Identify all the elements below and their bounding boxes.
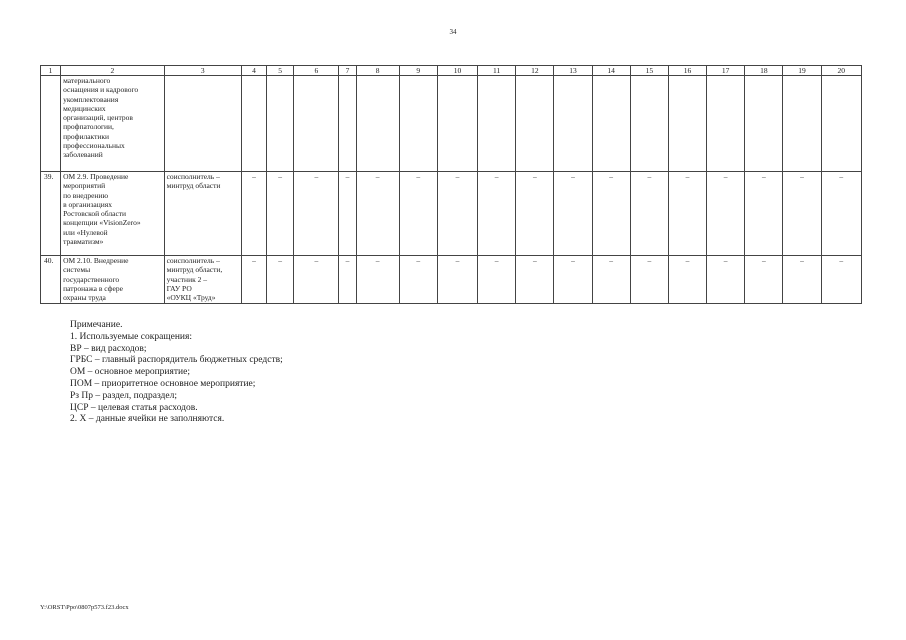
column-header-13: 13 <box>554 66 592 76</box>
value-cell: – <box>821 256 861 304</box>
table-row <box>41 256 862 304</box>
value-cell <box>783 76 821 172</box>
note-line: ЦСР – целевая статья расходов. <box>70 402 198 413</box>
value-cell: – <box>267 172 294 256</box>
value-cell: – <box>516 172 554 256</box>
program-table <box>40 65 862 304</box>
column-header-20: 20 <box>821 66 861 76</box>
column-header-5: 5 <box>267 66 294 76</box>
file-path: Y:\ORST\Ppo\0807p573.f23.docx <box>40 604 129 611</box>
executor-line: соисполнитель – <box>166 256 220 265</box>
executor-cell <box>164 172 241 256</box>
measure-name-line: укомплектования <box>63 94 119 104</box>
value-cell: – <box>294 172 339 256</box>
measure-name-line: Ростовской области <box>63 209 127 219</box>
executor-line: соисполнитель – <box>166 172 220 181</box>
measure-name-line: государственного <box>63 274 120 284</box>
value-cell: – <box>399 172 437 256</box>
value-cell: – <box>437 172 477 256</box>
measure-name-line: патронажа в сфере <box>63 283 123 293</box>
column-header-2: 2 <box>61 66 165 76</box>
value-cell <box>668 76 706 172</box>
column-header-1: 1 <box>41 66 61 76</box>
note-line: ВР – вид расходов; <box>70 343 147 354</box>
value-cell <box>707 76 745 172</box>
measure-name-line: профпатологии, <box>63 122 114 132</box>
measure-name-line: медицинских <box>63 103 106 113</box>
value-cell: – <box>554 172 592 256</box>
value-cell <box>592 76 630 172</box>
value-cell: – <box>592 172 630 256</box>
value-cell: – <box>241 172 266 256</box>
value-cell <box>745 76 783 172</box>
value-cell: – <box>356 172 399 256</box>
table-row <box>41 172 862 256</box>
executor-cell <box>164 256 241 304</box>
value-cell: – <box>668 172 706 256</box>
value-cell: – <box>745 256 783 304</box>
value-cell: – <box>294 256 339 304</box>
value-cell <box>399 76 437 172</box>
measure-name-line: профессиональных <box>63 141 125 151</box>
executor-line: «ОУКЦ «Труд» <box>166 293 216 303</box>
value-cell: – <box>821 172 861 256</box>
value-cell: – <box>356 256 399 304</box>
value-cell <box>437 76 477 172</box>
column-header-17: 17 <box>707 66 745 76</box>
value-cell <box>339 76 356 172</box>
value-cell <box>630 76 668 172</box>
measure-name-line: материального <box>63 76 111 85</box>
measure-name-line: заболеваний <box>63 150 103 160</box>
page-number: 34 <box>449 28 457 36</box>
value-cell: – <box>241 256 266 304</box>
value-cell <box>356 76 399 172</box>
row-number: 39. <box>41 172 61 256</box>
executor-cell <box>164 76 241 172</box>
value-cell <box>267 76 294 172</box>
column-header-9: 9 <box>399 66 437 76</box>
value-cell: – <box>630 172 668 256</box>
value-cell: – <box>478 256 516 304</box>
measure-name-line: охраны труда <box>63 293 106 303</box>
executor-line: участник 2 – <box>166 274 207 284</box>
value-cell <box>516 76 554 172</box>
column-header-11: 11 <box>478 66 516 76</box>
column-header-16: 16 <box>668 66 706 76</box>
measure-name-line: концепции «VisionZero» <box>63 218 141 228</box>
measure-name-line: ОМ 2.9. Проведение <box>63 172 129 181</box>
value-cell <box>821 76 861 172</box>
row-number <box>41 76 61 172</box>
column-header-3: 3 <box>164 66 241 76</box>
value-cell: – <box>668 256 706 304</box>
measure-name-line: мероприятий <box>63 181 106 191</box>
measure-name-line: оснащения и кадрового <box>63 85 139 95</box>
measure-name-line: ОМ 2.10. Внедрение <box>63 256 129 265</box>
table-row <box>41 76 862 172</box>
value-cell: – <box>745 172 783 256</box>
notes-block <box>70 320 283 426</box>
measure-name-line: организаций, центров <box>63 113 133 123</box>
column-header-19: 19 <box>783 66 821 76</box>
executor-line: минтруд области <box>166 181 221 191</box>
value-cell: – <box>783 256 821 304</box>
note-line: 2. X – данные ячейки не заполняются. <box>70 414 225 425</box>
note-line: Примечание. <box>70 320 123 330</box>
measure-name-line: травматизм» <box>63 237 104 247</box>
value-cell <box>478 76 516 172</box>
value-cell: – <box>516 256 554 304</box>
column-header-10: 10 <box>437 66 477 76</box>
value-cell: – <box>437 256 477 304</box>
column-header-7: 7 <box>339 66 356 76</box>
value-cell: – <box>478 172 516 256</box>
measure-name-line: в организациях <box>63 199 112 209</box>
column-header-15: 15 <box>630 66 668 76</box>
column-header-8: 8 <box>356 66 399 76</box>
column-header-4: 4 <box>241 66 266 76</box>
value-cell: – <box>592 256 630 304</box>
measure-name-line: профилактики <box>63 131 110 141</box>
measure-name-line: по внедрению <box>63 190 109 200</box>
measure-name <box>61 76 165 172</box>
value-cell: – <box>267 256 294 304</box>
measure-name <box>61 256 165 304</box>
note-line: 1. Используемые сокращения: <box>70 331 192 342</box>
value-cell <box>241 76 266 172</box>
value-cell: – <box>707 172 745 256</box>
value-cell <box>554 76 592 172</box>
value-cell: – <box>399 256 437 304</box>
note-line: ГРБС – главный распорядитель бюджетных средств; <box>70 355 283 366</box>
column-header-18: 18 <box>745 66 783 76</box>
note-line: ОМ – основное мероприятие; <box>70 367 190 378</box>
column-header-12: 12 <box>516 66 554 76</box>
value-cell: – <box>630 256 668 304</box>
row-number: 40. <box>41 256 61 304</box>
column-header-14: 14 <box>592 66 630 76</box>
value-cell <box>294 76 339 172</box>
executor-line: минтруд области, <box>166 265 223 275</box>
column-header-6: 6 <box>294 66 339 76</box>
note-line: ПОМ – приоритетное основное мероприятие; <box>70 378 256 389</box>
header-row <box>41 66 862 76</box>
value-cell: – <box>783 172 821 256</box>
measure-name-line: системы <box>63 265 91 275</box>
executor-line: ГАУ РО <box>166 283 192 293</box>
value-cell: – <box>707 256 745 304</box>
measure-name-line: или «Нулевой <box>63 227 108 237</box>
measure-name <box>61 172 165 256</box>
value-cell: – <box>339 172 356 256</box>
value-cell: – <box>554 256 592 304</box>
note-line: Рз Пр – раздел, подраздел; <box>70 390 177 401</box>
value-cell: – <box>339 256 356 304</box>
